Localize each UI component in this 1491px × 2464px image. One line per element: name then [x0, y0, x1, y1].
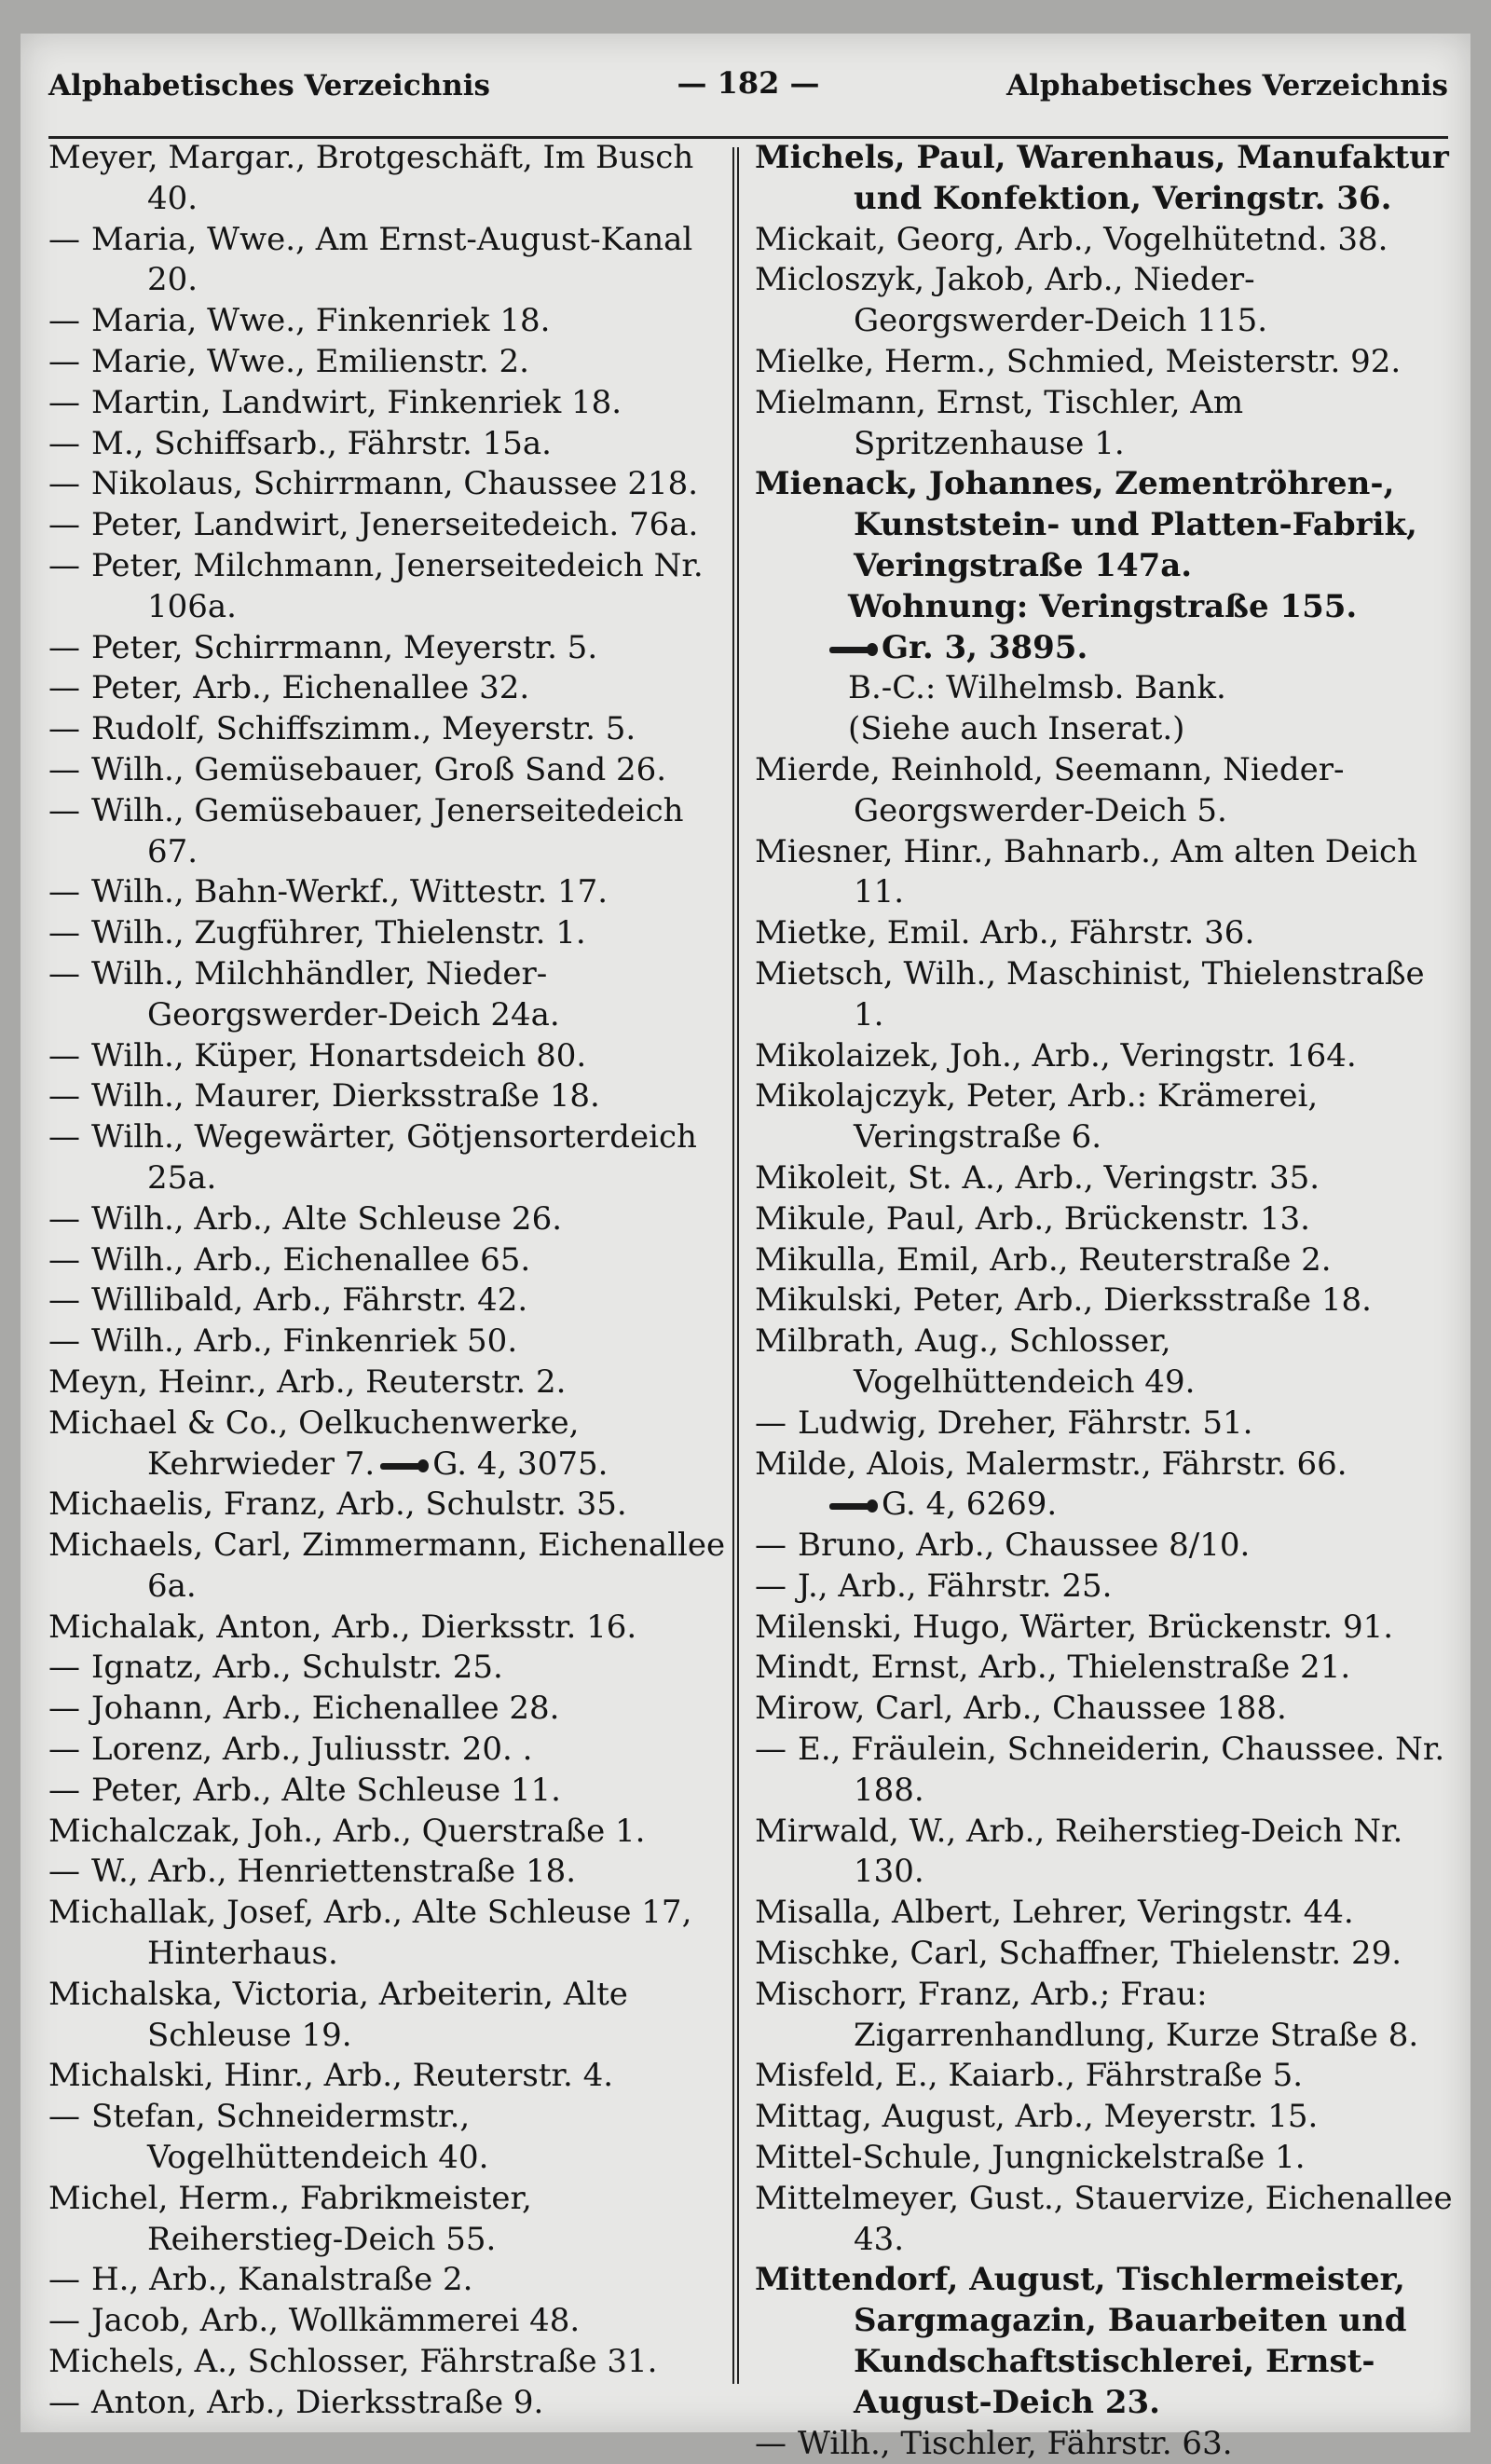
ditto-dash: — — [48, 2302, 80, 2340]
entry-text: Wilh., Bahn-Werkf., Wittestr. 17. — [91, 873, 609, 911]
ditto-dash: — — [48, 2383, 80, 2421]
directory-entry — [755, 1812, 1454, 1894]
directory-entry — [48, 1648, 729, 1689]
ditto-dash: — — [48, 1771, 80, 1809]
directory-entry — [48, 1812, 729, 1853]
entry-text: Mindt, Ernst, Arb., Thielenstraße 21. — [755, 1649, 1351, 1687]
directory-entry — [48, 1036, 729, 1077]
directory-entry — [755, 668, 1454, 709]
ditto-dash: — — [755, 1731, 787, 1769]
entry-text: Mittel-Schule, Jungnickelstraße 1. — [755, 2139, 1306, 2177]
entry-text: Maria, Wwe., Finkenriek 18. — [91, 302, 551, 340]
entry-text: Mischke, Carl, Schaffner, Thielenstr. 29. — [755, 1935, 1402, 1973]
directory-entry — [48, 1199, 729, 1240]
entry-text: Peter, Arb., Alte Schleuse 11. — [91, 1771, 561, 1809]
directory-entry — [48, 1893, 729, 1975]
telephone-icon — [380, 1459, 427, 1472]
directory-entry — [48, 505, 729, 546]
ditto-dash: — — [48, 1853, 80, 1891]
directory-entry — [755, 2260, 1454, 2423]
entry-text: Mirwald, W., Arb., Reiherstieg-Deich Nr. 130. — [755, 1812, 1403, 1891]
directory-entry — [48, 1076, 729, 1117]
entry-text: Mickait, Georg, Arb., Vogelhütetnd. 38. — [755, 220, 1388, 258]
directory-entry — [48, 709, 729, 750]
entry-text: Peter, Arb., Eichenallee 32. — [91, 669, 530, 707]
directory-entry — [755, 628, 1454, 669]
entry-text: Lorenz, Arb., Juliusstr. 20. . — [91, 1731, 533, 1769]
entry-text: Stefan, Schneidermstr., Vogelhüttendeich 40. — [91, 2098, 489, 2177]
entry-text: Wilh., Küper, Honartsdeich 80. — [91, 1036, 587, 1075]
directory-entry — [755, 1526, 1454, 1567]
entry-text: Michalska, Victoria, Arbeiterin, Alte Schleuse 19. — [48, 1975, 628, 2054]
entry-text: Wilh., Arb., Eichenallee 65. — [91, 1240, 531, 1279]
entry-text: Peter, Schirrmann, Meyerstr. 5. — [91, 628, 598, 666]
entry-text: Mikolaizek, Joh., Arb., Veringstr. 164. — [755, 1036, 1357, 1075]
directory-entry — [48, 1280, 729, 1321]
entry-text: Mittelmeyer, Gust., Stauervize, Eichenallee 43. — [755, 2179, 1453, 2258]
ditto-dash: — — [48, 1649, 80, 1687]
entry-text: Michalczak, Joh., Arb., Querstraße 1. — [48, 1812, 646, 1850]
directory-entry — [755, 2179, 1454, 2261]
ditto-dash: — — [755, 2424, 787, 2462]
entry-text: Wilh., Maurer, Dierksstraße 18. — [91, 1077, 600, 1116]
entry-text: Mirow, Carl, Arb., Chaussee 188. — [755, 1690, 1287, 1728]
page-header — [48, 56, 1448, 121]
directory-entry — [755, 383, 1454, 465]
directory-entry — [48, 1771, 729, 1812]
directory-entry — [48, 1730, 729, 1771]
ditto-dash: — — [48, 954, 80, 992]
ditto-dash: — — [48, 342, 80, 380]
entry-text: Wilh., Tischler, Fährstr. 63. — [798, 2424, 1233, 2462]
ditto-dash: — — [48, 1731, 80, 1769]
ditto-dash: — — [48, 2261, 80, 2299]
ditto-dash: — — [48, 506, 80, 544]
right-column — [755, 138, 1454, 2464]
column-divider — [732, 147, 739, 2384]
directory-entry — [755, 464, 1454, 586]
entry-text: Mikolajczyk, Peter, Arb.: Krämerei, Veringstraße 6. — [755, 1077, 1319, 1157]
directory-entry — [48, 424, 729, 465]
entry-text: Misalla, Albert, Lehrer, Veringstr. 44. — [755, 1894, 1354, 1932]
directory-entry — [755, 1608, 1454, 1649]
directory-entry — [755, 1567, 1454, 1608]
directory-entry — [48, 301, 729, 342]
ditto-dash: — — [48, 220, 80, 258]
entry-text: Meyer, Margar., Brotgeschäft, Im Busch 40. — [48, 139, 694, 217]
entry-text: Michallak, Josef, Arb., Alte Schleuse 17, Hinterhaus. — [48, 1894, 692, 1973]
entry-text: Misfeld, E., Kaiarb., Fährstraße 5. — [755, 2057, 1304, 2095]
entry-text: Ignatz, Arb., Schulstr. 25. — [91, 1649, 503, 1687]
directory-entry — [48, 791, 729, 873]
ditto-dash: — — [48, 465, 80, 503]
directory-entry — [755, 1321, 1454, 1403]
entry-text: Willibald, Arb., Fährstr. 42. — [91, 1281, 528, 1320]
ditto-dash: — — [48, 1240, 80, 1279]
ditto-dash: — — [48, 1118, 80, 1157]
entry-text: Milde, Alois, Malermstr., Fährstr. 66. — [755, 1444, 1347, 1483]
directory-entry — [48, 1485, 729, 1526]
ditto-dash: — — [48, 1036, 80, 1075]
directory-entry — [48, 2342, 729, 2383]
entry-text: Michael & Co., Oelkuchenwerke, Kehrwieder 7. — [48, 1403, 580, 1483]
directory-entry — [755, 913, 1454, 954]
telephone-icon — [829, 643, 876, 656]
entry-text: Wilh., Gemüsebauer, Groß Sand 26. — [91, 750, 667, 788]
entry-text: Milbrath, Aug., Schlosser, Vogelhüttendeich 49. — [755, 1322, 1196, 1401]
entry-text: Rudolf, Schiffszimm., Meyerstr. 5. — [91, 710, 636, 748]
directory-entry — [48, 668, 729, 709]
entry-text: W., Arb., Henriettenstraße 18. — [91, 1853, 577, 1891]
directory-entry — [48, 2097, 729, 2179]
directory-entry — [48, 220, 729, 302]
entry-text: Michels, A., Schlosser, Fährstraße 31. — [48, 2343, 658, 2381]
entry-text: Mittag, August, Arb., Meyerstr. 15. — [755, 2098, 1319, 2136]
directory-entry — [48, 1117, 729, 1199]
directory-entry — [755, 260, 1454, 342]
directory-entry — [755, 1893, 1454, 1934]
entry-text: Mikulski, Peter, Arb., Dierksstraße 18. — [755, 1281, 1372, 1320]
directory-entry — [48, 872, 729, 913]
entry-text: Mierde, Reinhold, Seemann, Nieder-Georgswerder-Deich 5. — [755, 750, 1345, 829]
directory-entry — [755, 2097, 1454, 2138]
directory-entry — [48, 2179, 729, 2261]
entry-text: Jacob, Arb., Wollkämmerei 48. — [91, 2302, 581, 2340]
directory-entry — [755, 1076, 1454, 1158]
header-right-title: Alphabetisches Verzeichnis — [1005, 69, 1448, 103]
ditto-dash: — — [48, 424, 80, 462]
entry-text: Mietke, Emil. Arb., Fährstr. 36. — [755, 914, 1255, 952]
entry-text: Wilh., Milchhändler, Nieder-Georgswerder-Deich 24a. — [91, 954, 560, 1034]
entry-text: E., Fräulein, Schneiderin, Chaussee. Nr. 188. — [798, 1731, 1445, 1809]
entry-text: H., Arb., Kanalstraße 2. — [91, 2261, 473, 2299]
directory-entry — [48, 383, 729, 424]
directory-page — [21, 34, 1470, 2462]
directory-entry — [755, 709, 1454, 750]
ditto-dash: — — [48, 1077, 80, 1116]
entry-text: Michaels, Carl, Zimmermann, Eichenallee 6a. — [48, 1526, 726, 1605]
directory-entry — [755, 342, 1454, 383]
entry-text: Mischorr, Franz, Arb.; Frau: Zigarrenhandlung, Kurze Straße 8. — [755, 1975, 1419, 2054]
directory-entry — [48, 1240, 729, 1281]
directory-entry — [755, 1648, 1454, 1689]
ditto-dash: — — [48, 1690, 80, 1728]
directory-entry — [755, 2138, 1454, 2179]
entry-text: Michel, Herm., Fabrikmeister, Reiherstieg-Deich 55. — [48, 2179, 532, 2258]
directory-entry — [755, 750, 1454, 832]
directory-entry — [755, 1158, 1454, 1199]
ditto-dash: — — [48, 628, 80, 666]
directory-entry — [755, 1199, 1454, 1240]
entry-text: B.-C.: Wilhelmsb. Bank. — [848, 669, 1226, 707]
page-number: — 182 — — [677, 65, 820, 101]
ditto-dash: — — [755, 1526, 787, 1565]
directory-entry — [48, 2383, 729, 2424]
directory-entry — [48, 1975, 729, 2057]
entry-text: Ludwig, Dreher, Fährstr. 51. — [798, 1403, 1253, 1442]
entry-text: Mikule, Paul, Arb., Brückenstr. 13. — [755, 1199, 1310, 1238]
directory-entry — [755, 1689, 1454, 1730]
directory-entry — [48, 2260, 729, 2301]
ditto-dash: — — [48, 546, 80, 584]
ditto-dash: — — [48, 1199, 80, 1238]
directory-entry — [48, 1852, 729, 1893]
directory-entry — [755, 1280, 1454, 1321]
directory-entry — [48, 913, 729, 954]
directory-entry — [48, 1608, 729, 1649]
directory-entry — [48, 342, 729, 383]
phone-number: G. 4, 3075. — [432, 1444, 609, 1483]
entry-text: Wilh., Zugführer, Thielenstr. 1. — [91, 914, 586, 952]
directory-entry — [755, 1975, 1454, 2057]
ditto-dash: — — [755, 1567, 787, 1605]
ditto-dash: — — [48, 1281, 80, 1320]
directory-entry — [755, 1403, 1454, 1444]
ditto-dash: — — [48, 1322, 80, 1361]
entry-text: Mietsch, Wilh., Maschinist, Thielenstraße 1. — [755, 954, 1425, 1034]
directory-entry — [48, 1526, 729, 1608]
directory-entry — [755, 954, 1454, 1036]
entry-text: Wohnung: Veringstraße 155. — [848, 587, 1358, 625]
directory-entry — [48, 1689, 729, 1730]
entry-text: Miesner, Hinr., Bahnarb., Am alten Deich 11. — [755, 832, 1417, 911]
ditto-dash: — — [48, 383, 80, 421]
directory-entry — [48, 628, 729, 669]
entry-text: Johann, Arb., Eichenallee 28. — [91, 1690, 560, 1728]
entry-text: (Siehe auch Inserat.) — [848, 710, 1185, 748]
ditto-dash: — — [48, 791, 80, 829]
ditto-dash: — — [48, 669, 80, 707]
entry-text: Mikoleit, St. A., Arb., Veringstr. 35. — [755, 1158, 1320, 1197]
directory-entry — [755, 587, 1454, 628]
directory-entry — [48, 1321, 729, 1362]
ditto-dash: — — [48, 2098, 80, 2136]
directory-entry — [48, 954, 729, 1036]
entry-text: Anton, Arb., Dierksstraße 9. — [91, 2383, 544, 2421]
entry-text: Michalski, Hinr., Arb., Reuterstr. 4. — [48, 2057, 614, 2095]
entry-text: Peter, Landwirt, Jenerseitedeich. 76a. — [91, 506, 699, 544]
directory-entry — [755, 1240, 1454, 1281]
entry-text: Milenski, Hugo, Wärter, Brückenstr. 91. — [755, 1608, 1394, 1646]
directory-entry — [755, 1485, 1454, 1526]
entry-text: Michels, Paul, Warenhaus, Manufaktur und Konfektion, Veringstr. 36. — [755, 139, 1449, 217]
entry-text: Nikolaus, Schirrmann, Chaussee 218. — [91, 465, 699, 503]
directory-entry — [48, 2056, 729, 2097]
entry-text: Wilh., Wegewärter, Götjensorterdeich 25a. — [91, 1118, 697, 1197]
ditto-dash: — — [48, 302, 80, 340]
entry-text: Micloszyk, Jakob, Arb., Nieder-Georgswerder-Deich 115. — [755, 261, 1268, 340]
entry-text: G. 4, 6269. — [882, 1485, 1058, 1524]
directory-entry — [48, 750, 729, 791]
directory-entry — [755, 1934, 1454, 1975]
entry-text: J., Arb., Fährstr. 25. — [798, 1567, 1113, 1605]
entry-text: Martin, Landwirt, Finkenriek 18. — [91, 383, 622, 421]
entry-text: Marie, Wwe., Emilienstr. 2. — [91, 342, 529, 380]
directory-entry — [48, 464, 729, 505]
directory-entry — [755, 2056, 1454, 2097]
directory-entry — [48, 2301, 729, 2342]
entry-text: Mielke, Herm., Schmied, Meisterstr. 92. — [755, 342, 1402, 380]
entry-text: Maria, Wwe., Am Ernst-August-Kanal 20. — [91, 220, 693, 299]
directory-entry — [755, 832, 1454, 914]
directory-entry — [755, 1730, 1454, 1812]
directory-entry — [48, 1362, 729, 1403]
ditto-dash: — — [48, 873, 80, 911]
entry-text: Peter, Milchmann, Jenerseitedeich Nr. 106a. — [91, 546, 704, 625]
ditto-dash: — — [48, 914, 80, 952]
directory-entry — [48, 546, 729, 628]
directory-entry — [755, 1444, 1454, 1485]
entry-text: Wilh., Arb., Alte Schleuse 26. — [91, 1199, 563, 1238]
ditto-dash: — — [48, 710, 80, 748]
directory-entry — [755, 2424, 1454, 2464]
directory-entry — [755, 220, 1454, 261]
ditto-dash: — — [755, 1403, 787, 1442]
entry-text: Mienack, Johannes, Zementröhren-, Kunststein- und Platten-Fabrik, Veringstraße 147a. — [755, 465, 1417, 584]
entry-text: Wilh., Gemüsebauer, Jenerseitedeich 67. — [91, 791, 684, 870]
entry-text: Mielmann, Ernst, Tischler, Am Spritzenhause 1. — [755, 383, 1244, 462]
ditto-dash: — — [48, 750, 80, 788]
directory-entry — [755, 138, 1454, 220]
entry-text: Mikulla, Emil, Arb., Reuterstraße 2. — [755, 1240, 1332, 1279]
entry-text: M., Schiffsarb., Fährstr. 15a. — [91, 424, 552, 462]
left-column — [48, 138, 729, 2424]
entry-text: Meyn, Heinr., Arb., Reuterstr. 2. — [48, 1362, 567, 1401]
directory-entry — [48, 1403, 729, 1485]
entry-text: Michalak, Anton, Arb., Dierksstr. 16. — [48, 1608, 637, 1646]
directory-entry — [48, 138, 729, 220]
entry-text: Michaelis, Franz, Arb., Schulstr. 35. — [48, 1485, 627, 1524]
entry-text: Bruno, Arb., Chaussee 8/10. — [798, 1526, 1251, 1565]
entry-text: Wilh., Arb., Finkenriek 50. — [91, 1322, 518, 1361]
header-left-title: Alphabetisches Verzeichnis — [48, 69, 491, 103]
telephone-icon — [829, 1499, 876, 1513]
directory-entry — [755, 1036, 1454, 1077]
entry-text: Mittendorf, August, Tischlermeister, Sargmagazin, Bauarbeiten und Kundschaftstischlerei, Ernst-August-Deich 23. — [755, 2261, 1407, 2421]
entry-text: Gr. 3, 3895. — [882, 628, 1088, 666]
